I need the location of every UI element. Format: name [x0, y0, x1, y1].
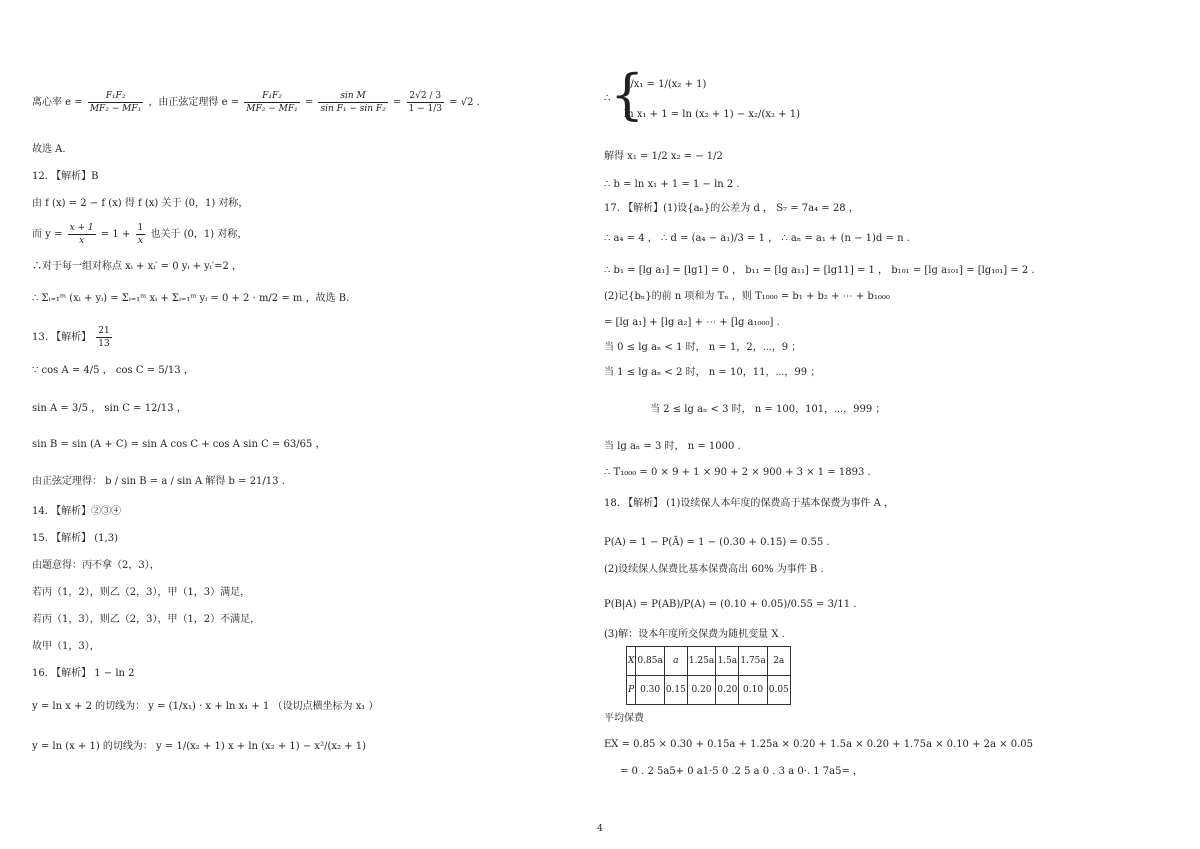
eccentricity-line: 离心率 e = $\frac{\text{F₁F₂}}{\text{MF₂ − MF₁}}$ ，由正弦定理得 e = $\frac{\text{F₁F₂}}{\text{MF₂ − MF₁}}$ = $\frac{\text{sin M}}{\text{sin F₁ − sin F₂}}$ = $\frac{2√2 / 3}{1 - 1/3}$ = √2 .: [32, 91, 480, 114]
table-row: [627, 647, 791, 676]
text: = 1 +: [100, 229, 131, 240]
text: = √2 .: [449, 97, 480, 108]
text-line: 若丙（1，2），则乙（2，3），甲（1，3）满足，: [32, 587, 251, 598]
text: 而 y =: [32, 229, 63, 240]
denominator: x: [79, 236, 85, 246]
table-cell: 0.30: [636, 676, 664, 705]
fraction: [318, 90, 387, 115]
text-line: y = ln (x + 1) 的切线为： y = 1/(x₂ + 1) x + ln (x₂ + 1) − x²/(x₂ + 1): [32, 741, 366, 752]
text-line: (2)设续保人保费比基本保费高出 60% 为事件 B .: [604, 564, 824, 575]
text: 也关于 (0，1) 对称，: [150, 229, 248, 240]
text-line: 故甲（1，3），: [32, 641, 100, 652]
table-cell: 0.15: [664, 676, 687, 705]
text: 13. 【解析】: [32, 332, 92, 343]
problem-18-heading: 18. 【解析】 (1)设续保人本年度的保费高于基本保费为事件 A ，: [604, 498, 895, 509]
fraction: [407, 90, 444, 115]
text-line: 由 f (x) = 2 − f (x) 得 f (x) 关于 (0，1) 对称，: [32, 198, 249, 209]
table-cell: 1.75a: [739, 647, 767, 676]
numerator: 2√2 / 3: [407, 90, 444, 103]
problem-17-heading: 17. 【解析】(1)设{aₙ}的公差为 d ， S₇ = 7a₄ = 28 ，: [604, 203, 859, 214]
text-line: 平均保费: [604, 713, 644, 724]
text: ，由正弦定理得 e =: [148, 97, 240, 108]
left-brace: {: [610, 63, 645, 126]
denominator: MF₂ − MF₁: [246, 104, 298, 114]
fraction: [68, 222, 96, 247]
text-line: y = ln x + 2 的切线为： y = (1/x₁) · x + ln x₁ + 1 （设切点横坐标为 x₁ ）: [32, 701, 379, 712]
text-line: 由题意得：丙不拿（2，3），: [32, 560, 160, 571]
text-line: ∴ T₁₀₀₀ = 0 × 9 + 1 × 90 + 2 × 900 + 3 × 1 = 1893 .: [604, 467, 871, 478]
table-cell: P: [627, 676, 636, 705]
text-line: = [lg a₁] + [lg a₂] + ⋯ + [lg a₁₀₀₀] .: [604, 317, 780, 328]
denominator: MF₂ − MF₁: [89, 104, 142, 114]
system-equation-2: ln x₁ + 1 = ln (x₂ + 1) − x₂/(x₂ + 1): [624, 109, 800, 120]
text: 离心率 e =: [32, 97, 83, 108]
numerator: sin M: [318, 90, 387, 103]
therefore-symbol: ∴: [604, 93, 611, 104]
text-line: (2)记{bₙ}的前 n 项和为 Tₙ ，则 T₁₀₀₀ = b₁ + b₂ + ⋯ + b₁₀₀₀: [604, 291, 890, 302]
text-line: sin A = 3/5 ， sin C = 12/13 ，: [32, 403, 187, 414]
text-line: ∴对于每一组对称点 xᵢ + xᵢ′ = 0 yᵢ + yᵢ′=2 ，: [32, 261, 243, 272]
system-equation-1: 1/x₁ = 1/(x₂ + 1): [624, 79, 707, 90]
text-line: EX = 0.85 × 0.30 + 0.15a + 1.25a × 0.20 + 1.5a × 0.20 + 1.75a × 0.10 + 2a × 0.05: [604, 739, 1033, 750]
text-line: (3)解：设本年度所交保费为随机变量 X .: [604, 629, 785, 640]
text-line: ∴ Σᵢ₌₁ᵐ (xᵢ + yᵢ) = Σᵢ₌₁ᵐ xᵢ + Σᵢ₌₁ᵐ yᵢ = 0 + 2 · m/2 = m ，故选 B.: [32, 293, 350, 304]
text-line: 由正弦定理得： b / sin B = a / sin A 解得 b = 21/13 .: [32, 476, 285, 487]
denominator: x: [137, 236, 143, 246]
fraction: [244, 90, 299, 115]
numerator: 1: [137, 223, 144, 233]
fraction: [96, 325, 111, 350]
denominator: sin F₁ − sin F₂: [320, 104, 386, 114]
text-line: 解得 x₁ = 1/2 x₂ = − 1/2: [604, 151, 723, 162]
table-cell: 1.25a: [687, 647, 715, 676]
text-line: sin B = sin (A + C) = sin A cos C + cos A sin C = 63/65 ，: [32, 439, 326, 450]
denominator: 13: [98, 339, 110, 349]
fraction: [88, 90, 143, 115]
text-line: 当 1 ≤ lg aₙ < 2 时， n = 10，11，⋯，99 ；: [604, 367, 821, 378]
numerator: 21: [98, 326, 110, 336]
table-cell: 0.85a: [636, 647, 664, 676]
problem-16-heading: 16. 【解析】 1 − ln 2: [32, 668, 135, 679]
distribution-table: [626, 646, 791, 705]
text-line: = 0 . 2 5a5+ 0 a1·5 0 .2 5 a 0 . 3 a 0·. 1 7a5= ，: [620, 766, 864, 777]
table-cell: 0.20: [716, 676, 739, 705]
table-cell: 0.20: [687, 676, 715, 705]
text-line: 当 lg aₙ = 3 时， n = 1000 .: [604, 441, 741, 452]
fraction: [136, 222, 146, 247]
problem-14-heading: 14. 【解析】②③④: [32, 506, 122, 517]
text-line: 故选 A.: [32, 144, 66, 155]
text-line: ∵ cos A = 4/5 ， cos C = 5/13 ，: [32, 365, 194, 376]
text-line: P(A) = 1 − P(Ā) = 1 − (0.30 + 0.15) = 0.55 .: [604, 537, 830, 548]
table-cell: 0.10: [739, 676, 767, 705]
table-row: [627, 676, 791, 705]
text-line: ∴ b₁ = [lg a₁] = [lg1] = 0 ， b₁₁ = [lg a₁₁] = [lg11] = 1 ， b₁₀₁ = [lg a₁₀₁] = [lg₁₀₁] = 2 .: [604, 265, 1035, 276]
text-line: ∴ b = ln x₁ + 1 = 1 − ln 2 .: [604, 179, 740, 190]
text-line: 当 2 ≤ lg aₙ < 3 时， n = 100，101，⋯，999 ；: [650, 404, 886, 415]
table-cell: a: [664, 647, 687, 676]
text-line: 若丙（1，3），则乙（2，3），甲（1，2）不满足，: [32, 614, 261, 625]
symmetry-line: [32, 222, 247, 247]
numerator: F₁F₂: [244, 90, 299, 103]
table-cell: X: [627, 647, 636, 676]
problem-12-heading: 12. 【解析】B: [32, 171, 99, 182]
text-line: P(B|A) = P(AB)/P(A) = (0.10 + 0.05)/0.55 = 3/11 .: [604, 599, 857, 610]
numerator: F₁F₂: [88, 90, 143, 103]
text-line: ∴ a₄ = 4 ， ∴ d = (a₄ − a₁)/3 = 1 ， ∴ aₙ = a₁ + (n − 1)d = n .: [604, 233, 910, 244]
page-number: 4: [597, 824, 603, 834]
denominator: 1 − 1/3: [408, 104, 442, 114]
problem-13-heading: [32, 325, 114, 350]
numerator: x + 1: [69, 223, 94, 233]
table-cell: 1.5a: [716, 647, 739, 676]
text-line: 当 0 ≤ lg aₙ < 1 时， n = 1，2，⋯，9 ；: [604, 342, 802, 353]
table-cell: 2a: [767, 647, 790, 676]
problem-15-heading: 15. 【解析】 (1,3): [32, 533, 118, 544]
table-cell: 0.05: [767, 676, 790, 705]
